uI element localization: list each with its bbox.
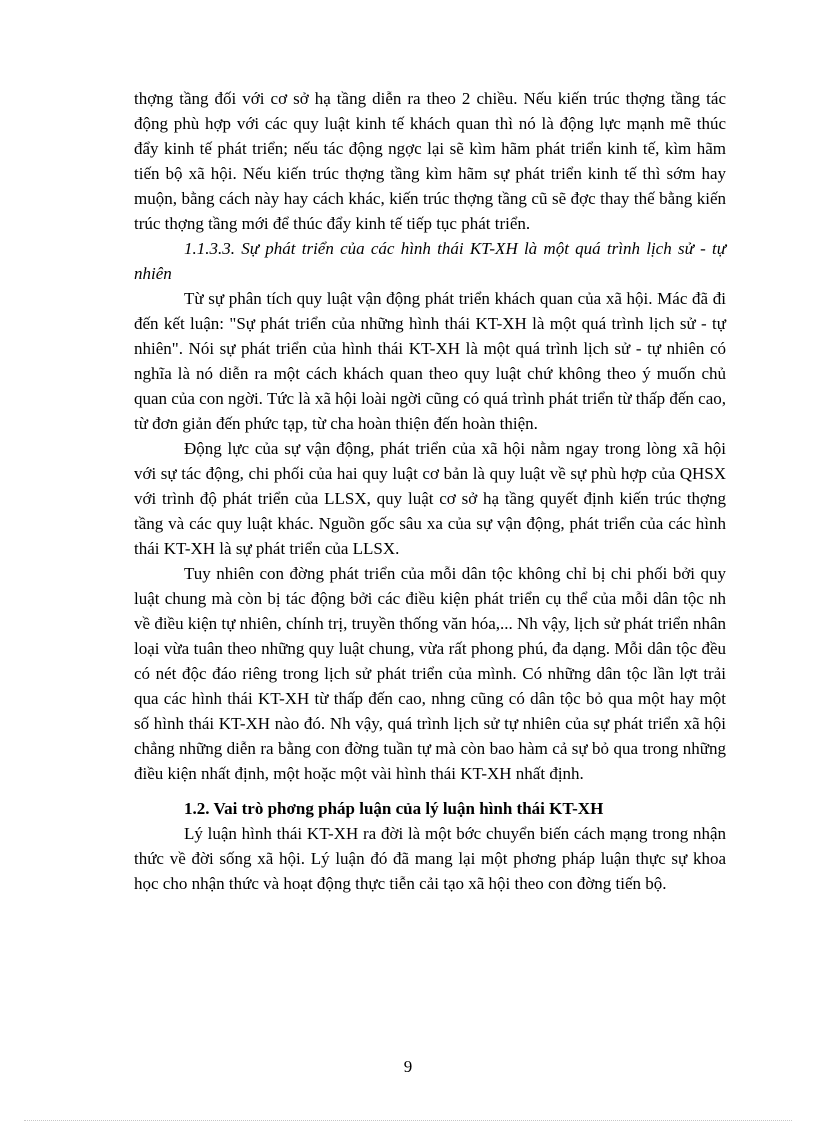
paragraph-marx-conclusion: Từ sự phân tích quy luật vận động phát triển khách quan của xã hội. Mác đã đi đến kết luận: "Sự phát triển của những hình thái KT-XH là một quá trình lịch sử - tự nhiên". Nói sự phát triển của hình thái KT-XH là một quá trình lịch sử - tự nhiên có nghĩa là nó diễn ra một cách khách quan theo quy luật chứ không theo ý muốn chủ quan của con ngời. Tức là xã hội loài ngời cũng có quá trình phát triển từ thấp đến cao, từ đơn giản đến phức tạp, từ cha hoàn thiện đến hoàn thiện.: [134, 289, 726, 433]
page-bottom-divider: [24, 1120, 792, 1121]
section-heading-1-1-3-3: 1.1.3.3. Sự phát triển của các hình thái KT-XH là một quá trình lịch sử - tự nhiên: [134, 239, 726, 283]
section-heading-1-2: 1.2. Vai trò phơng pháp luận của lý luận hình thái KT-XH: [184, 799, 604, 818]
paragraph-methodology-role: Lý luận hình thái KT-XH ra đời là một bớc chuyển biến cách mạng trong nhận thức về đời sống xã hội. Lý luận đó đã mang lại một phơng pháp luận thực sự khoa học cho nhận thức và hoạt động thực tiễn cải tạo xã hội theo con đờng tiến bộ.: [134, 824, 726, 893]
document-page: [134, 86, 726, 896]
paragraph-national-paths: Tuy nhiên con đờng phát triển của mỗi dân tộc không chỉ bị chi phối bởi quy luật chung mà còn bị tác động bởi các điều kiện phát triển cụ thể của mỗi dân tộc nh về điều kiện tự nhiên, chính trị, truyền thống văn hóa,... Nh vậy, lịch sử phát triển nhân loại vừa tuân theo những quy luật chung, vừa rất phong phú, đa dạng. Mỗi dân tộc đều có nét độc đáo riêng trong lịch sử phát triển của mình. Có những dân tộc lần lợt trải qua các hình thái KT-XH từ thấp đến cao, nhng cũng có dân tộc bỏ qua một hay một số hình thái KT-XH nào đó. Nh vậy, quá trình lịch sử tự nhiên của sự phát triển xã hội chẳng những diễn ra bằng con đờng tuần tự mà còn bao hàm cả sự bỏ qua trong những điều kiện nhất định, một hoặc một vài hình thái KT-XH nhất định.: [134, 564, 726, 783]
paragraph-driving-force: Động lực của sự vận động, phát triển của xã hội nằm ngay trong lòng xã hội với sự tác động, chi phối của hai quy luật cơ bản là quy luật về sự phù hợp của QHSX với trình độ phát triển của LLSX, quy luật cơ sở hạ tầng quyết định kiến trúc thợng tầng và các quy luật khác. Nguồn gốc sâu xa của sự vận động, phát triển của các hình thái KT-XH là sự phát triển của LLSX.: [134, 439, 726, 558]
paragraph-superstructure-continuation: thợng tầng đối với cơ sở hạ tầng diễn ra theo 2 chiều. Nếu kiến trúc thợng tầng tác động phù hợp với các quy luật kinh tế khách quan thì nó là động lực mạnh mẽ thúc đẩy kinh tế phát triển; nếu tác động ngợc lại sẽ kìm hãm phát triển kinh tế, kìm hãm tiến bộ xã hội. Nếu kiến trúc thợng tầng kìm hãm sự phát triển kinh tế thì sớm hay muộn, bằng cách này hay cách khác, kiến trúc thợng tầng cũ sẽ đợc thay thế bằng kiến trúc thợng tầng mới để thúc đẩy kinh tế tiếp tục phát triển.: [134, 89, 726, 233]
page-number: 9: [403, 1057, 413, 1076]
